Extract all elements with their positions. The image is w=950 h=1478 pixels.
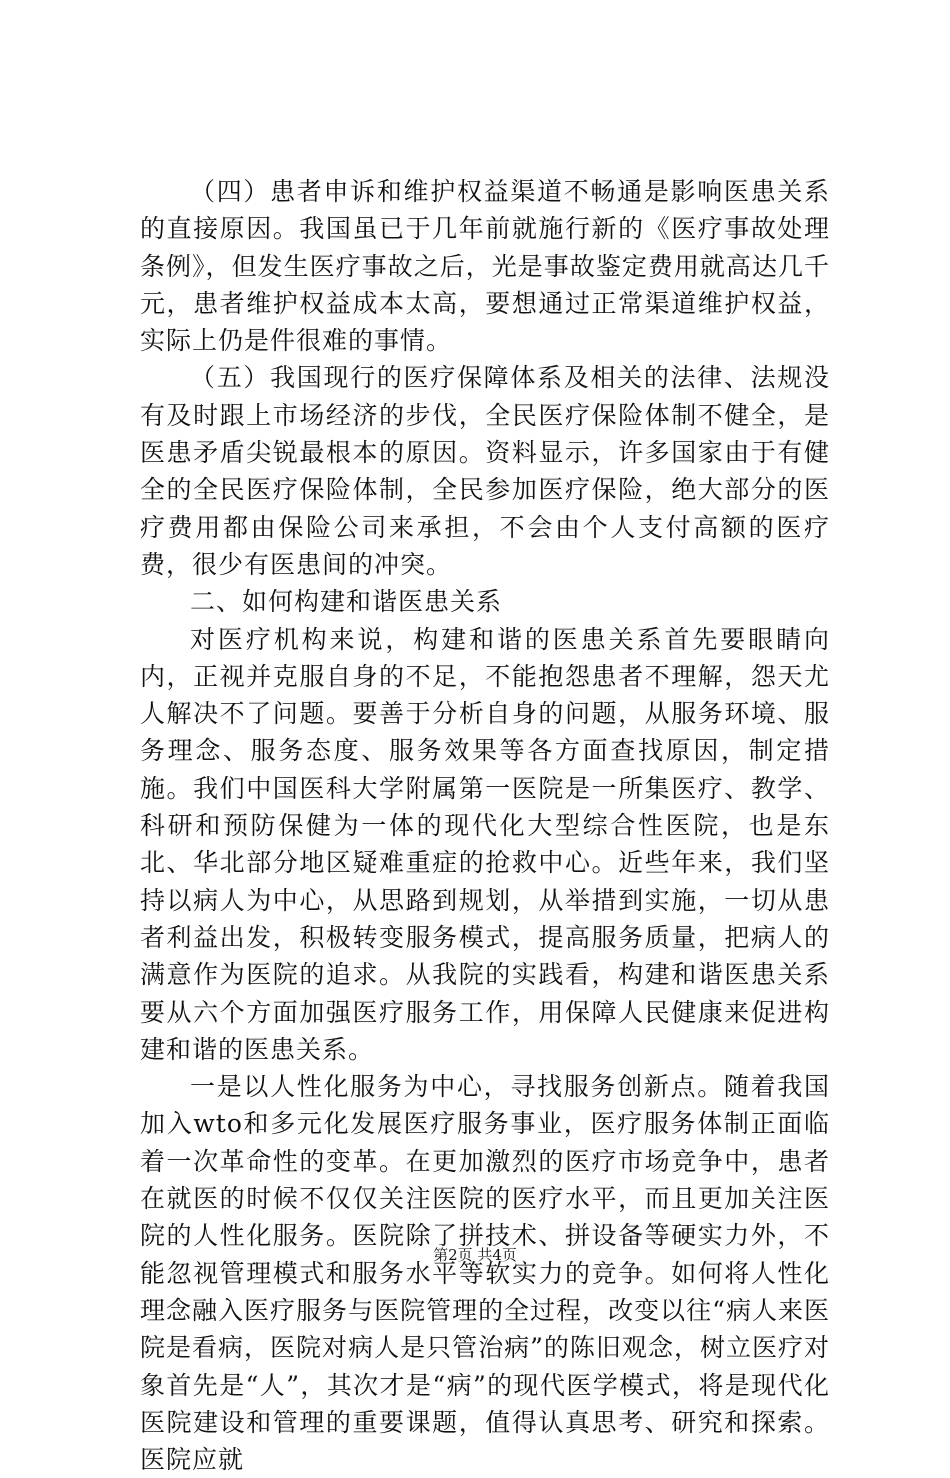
paragraph-5-insurance-system: （五）我国现行的医疗保障体系及相关的法律、法规没有及时跟上市场经济的步伐，全民医疗保险体制不健全，是医患矛盾尖锐最根本的原因。资料显示，许多国家由于有健全的全民医疗保险体制，全民参加医疗保险，绝大部分的医疗费用都由保险公司来承担，不会由个人支付高额的医疗费，很少有医患间的冲突。 xyxy=(140,363,830,579)
paragraph-4-complaint-channels: （四）患者申诉和维护权益渠道不畅通是影响医患关系的直接原因。我国虽已于几年前就施行新的《医疗事故处理条例》，但发生医疗事故之后，光是事故鉴定费用就高达几千元，患者维护权益成本太高，要想通过正常渠道维护权益，实际上仍是件很难的事情。 xyxy=(140,177,830,356)
paragraph-humanized-service: 一是以人性化服务为中心，寻找服务创新点。随着我国加入wto和多元化发展医疗服务事业，医疗服务体制正面临着一次革命性的变革。在更加激烈的医疗市场竞争中，患者在就医的时候不仅仅关注医院的医疗水平，而且更加关注医院的人性化服务。医院除了拼技术、拼设备等硬实力外，不能忽视管理模式和服务水平等软实力的竞争。如何将人性化理念融入医疗服务与医院管理的全过程，改变以往“病人来医院是看病，医院对病人是只管治病”的陈旧观念，树立医疗对象首先是“人”，其次才是“病”的现代医学模式，将是现代化医院建设和管理的重要课题，值得认真思考、研究和探索。医院应就 xyxy=(140,1072,830,1475)
paragraph-medical-institutions: 对医疗机构来说，构建和谐的医患关系首先要眼睛向内，正视并克服自身的不足，不能抱怨患者不理解，怨天尤人解决不了问题。要善于分析自身的问题，从服务环境、服务理念、服务态度、服务效果等各方面查找原因，制定措施。我们中国医科大学附属第一医院是一所集医疗、教学、科研和预防保健为一体的现代化大型综合性医院，也是东北、华北部分地区疑难重症的抢救中心。近些年来，我们坚持以病人为中心，从思路到规划，从举措到实施，一切从患者利益出发，积极转变服务模式，提高服务质量，把病人的满意作为医院的追求。从我院的实践看，构建和谐医患关系要从六个方面加强医疗服务工作，用保障人民健康来促进构建和谐的医患关系。 xyxy=(140,624,830,1064)
page-number-footer: 第2页 共4页 xyxy=(433,1246,517,1264)
section-heading-build-harmony: 二、如何构建和谐医患关系 xyxy=(190,587,503,617)
document-body xyxy=(140,173,830,1478)
